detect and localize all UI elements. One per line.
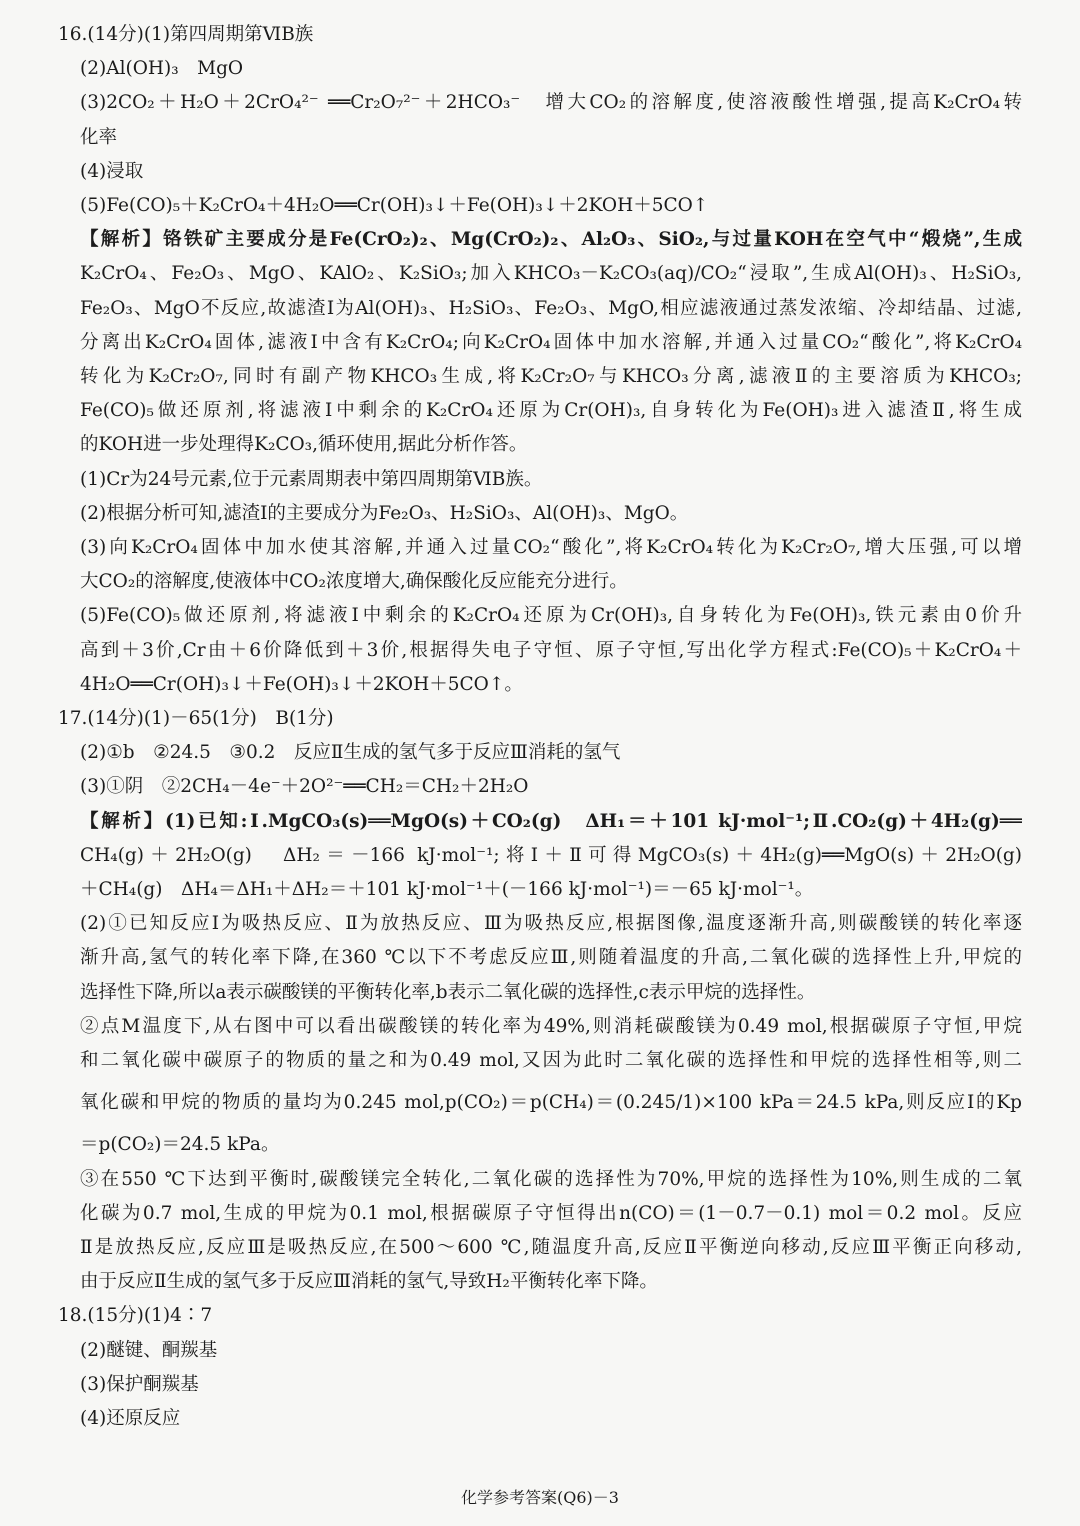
text-line: Fe₂O₃、MgO不反应,故滤渣Ⅰ为Al(OH)₃、H₂SiO₃、Fe₂O₃、MgO,相应滤液通过蒸发浓缩、冷却结晶、过滤, xyxy=(80,297,1022,319)
text-line: 氧化碳和甲烷的物质的量均为0.245 mol,p(CO₂)＝p(CH₄)＝(0.245/1)×100 kPa＝24.5 kPa,则反应Ⅰ的Kp xyxy=(80,1092,1022,1114)
text-line: (3)向K₂CrO₄固体中加水使其溶解,并通入过量CO₂“酸化”,将K₂CrO₄转化为K₂Cr₂O₇,增大压强,可以增 xyxy=(80,537,1022,559)
text-line: (1)Cr为24号元素,位于元素周期表中第四周期第ⅥB族。 xyxy=(80,468,543,490)
text-line: 和二氧化碳中碳原子的物质的量之和为0.49 mol,又因为此时二氧化碳的选择性和甲烷的选择性相等,则二 xyxy=(80,1050,1022,1072)
text-line: (2)Al(OH)₃ MgO xyxy=(80,58,244,80)
text-line: (3)①阴 ②2CH₄－4e⁻＋2O²⁻══CH₂＝CH₂＋2H₂O xyxy=(80,776,529,798)
text-line: (2)根据分析可知,滤渣Ⅰ的主要成分为Fe₂O₃、H₂SiO₃、Al(OH)₃、MgO。 xyxy=(80,502,689,524)
text-line: ③在550 ℃下达到平衡时,碳酸镁完全转化,二氧化碳的选择性为70%,甲烷的选择性为10%,则生成的二氧 xyxy=(80,1168,1022,1190)
text-line: 分离出K₂CrO₄固体,滤液Ⅰ中含有K₂CrO₄;向K₂CrO₄固体中加水溶解,并通入过量CO₂“酸化”,将K₂CrO₄ xyxy=(80,331,1022,353)
text-line: 【解析】铬铁矿主要成分是Fe(CrO₂)₂、Mg(CrO₂)₂、Al₂O₃、SiO₂,与过量KOH在空气中“煅烧”,生成 xyxy=(80,229,1022,251)
text-line: (3)2CO₂＋H₂O＋2CrO₄²⁻ ══Cr₂O₇²⁻＋2HCO₃⁻ 增大CO₂的溶解度,使溶液酸性增强,提高K₂CrO₄转 xyxy=(80,92,1022,114)
text-line: (2)①已知反应Ⅰ为吸热反应、Ⅱ为放热反应、Ⅲ为吸热反应,根据图像,温度逐渐升高,则碳酸镁的转化率逐 xyxy=(80,913,1022,935)
text-line: ②点M温度下,从右图中可以看出碳酸镁的转化率为49%,则消耗碳酸镁为0.49 mol,根据碳原子守恒,甲烷 xyxy=(80,1015,1022,1037)
text-line: (2)①b ②24.5 ③0.2 反应Ⅱ生成的氢气多于反应Ⅲ消耗的氢气 xyxy=(80,742,621,764)
text-line: 【解析】(1)已知:Ⅰ.MgCO₃(s)══MgO(s)＋CO₂(g) ΔH₁＝＋101 kJ·mol⁻¹;Ⅱ.CO₂(g)＋4H₂(g)══ xyxy=(80,810,1022,832)
text-line: 4H₂O══Cr(OH)₃↓＋Fe(OH)₃↓＋2KOH＋5CO↑。 xyxy=(80,673,523,695)
text-line: (4)浸取 xyxy=(80,160,144,182)
text-line: ＝p(CO₂)＝24.5 kPa。 xyxy=(80,1134,280,1156)
text-line: K₂CrO₄、Fe₂O₃、MgO、KAlO₂、K₂SiO₃;加入KHCO₃－K₂CO₃(aq)/CO₂“浸取”,生成Al(OH)₃、H₂SiO₃, xyxy=(80,263,1022,285)
text-line: 18.(15分)(1)4∶7 xyxy=(58,1305,213,1327)
text-line: 16.(14分)(1)第四周期第ⅥB族 xyxy=(58,24,314,45)
text-line: (2)醚键、酮羰基 xyxy=(80,1339,218,1361)
text-line: (3)保护酮羰基 xyxy=(80,1373,199,1395)
text-line: Fe(CO)₅做还原剂,将滤液Ⅰ中剩余的K₂CrO₄还原为Cr(OH)₃,自身转化为Fe(OH)₃进入滤渣Ⅱ,将生成 xyxy=(80,400,1022,422)
text-line: 渐升高,氢气的转化率下降,在360 ℃以下不考虑反应Ⅲ,则随着温度的升高,二氧化碳的选择性上升,甲烷的 xyxy=(80,947,1022,969)
text-line: (5)Fe(CO)₅做还原剂,将滤液Ⅰ中剩余的K₂CrO₄还原为Cr(OH)₃,自身转化为Fe(OH)₃,铁元素由0价升 xyxy=(80,605,1022,627)
text-line: (5)Fe(CO)₅＋K₂CrO₄＋4H₂O══Cr(OH)₃↓＋Fe(OH)₃↓＋2KOH＋5CO↑ xyxy=(80,195,709,217)
text-line: 化碳为0.7 mol,生成的甲烷为0.1 mol,根据碳原子守恒得出n(CO)＝(1－0.7－0.1) mol＝0.2 mol。反应 xyxy=(80,1202,1022,1224)
text-line: 的KOH进一步处理得K₂CO₃,循环使用,据此分析作答。 xyxy=(80,434,528,456)
text-line: Ⅱ是放热反应,反应Ⅲ是吸热反应,在500～600 ℃,随温度升高,反应Ⅱ平衡逆向移动,反应Ⅲ平衡正向移动, xyxy=(80,1236,1022,1258)
text-line: 大CO₂的溶解度,使液体中CO₂浓度增大,确保酸化反应能充分进行。 xyxy=(80,571,628,593)
text-line: (4)还原反应 xyxy=(80,1407,181,1429)
answer-body xyxy=(58,18,1022,1436)
text-line: 高到＋3价,Cr由＋6价降低到＋3价,根据得失电子守恒、原子守恒,写出化学方程式:Fe(CO)₅＋K₂CrO₄＋ xyxy=(80,639,1022,661)
page-footer: 化学参考答案(Q6)－3 xyxy=(461,1488,619,1507)
text-line: 17.(14分)(1)－65(1分) B(1分) xyxy=(58,708,334,730)
text-line: 化率 xyxy=(80,126,118,148)
text-line: 选择性下降,所以a表示碳酸镁的平衡转化率,b表示二氧化碳的选择性,c表示甲烷的选择性。 xyxy=(80,981,816,1003)
text-line: 由于反应Ⅱ生成的氢气多于反应Ⅲ消耗的氢气,导致H₂平衡转化率下降。 xyxy=(80,1271,658,1293)
text-line: CH₄(g)＋2H₂O(g) ΔH₂＝－166 kJ·mol⁻¹;将Ⅰ＋Ⅱ可得MgCO₃(s)＋4H₂(g)══MgO(s)＋2H₂O(g) xyxy=(80,844,1022,866)
text-line: ＋CH₄(g) ΔH₄＝ΔH₁＋ΔH₂＝＋101 kJ·mol⁻¹＋(－166 kJ·mol⁻¹)＝－65 kJ·mol⁻¹。 xyxy=(80,879,814,901)
text-line: 转化为K₂Cr₂O₇,同时有副产物KHCO₃生成,将K₂Cr₂O₇与KHCO₃分离,滤液Ⅱ的主要溶质为KHCO₃; xyxy=(80,366,1022,388)
